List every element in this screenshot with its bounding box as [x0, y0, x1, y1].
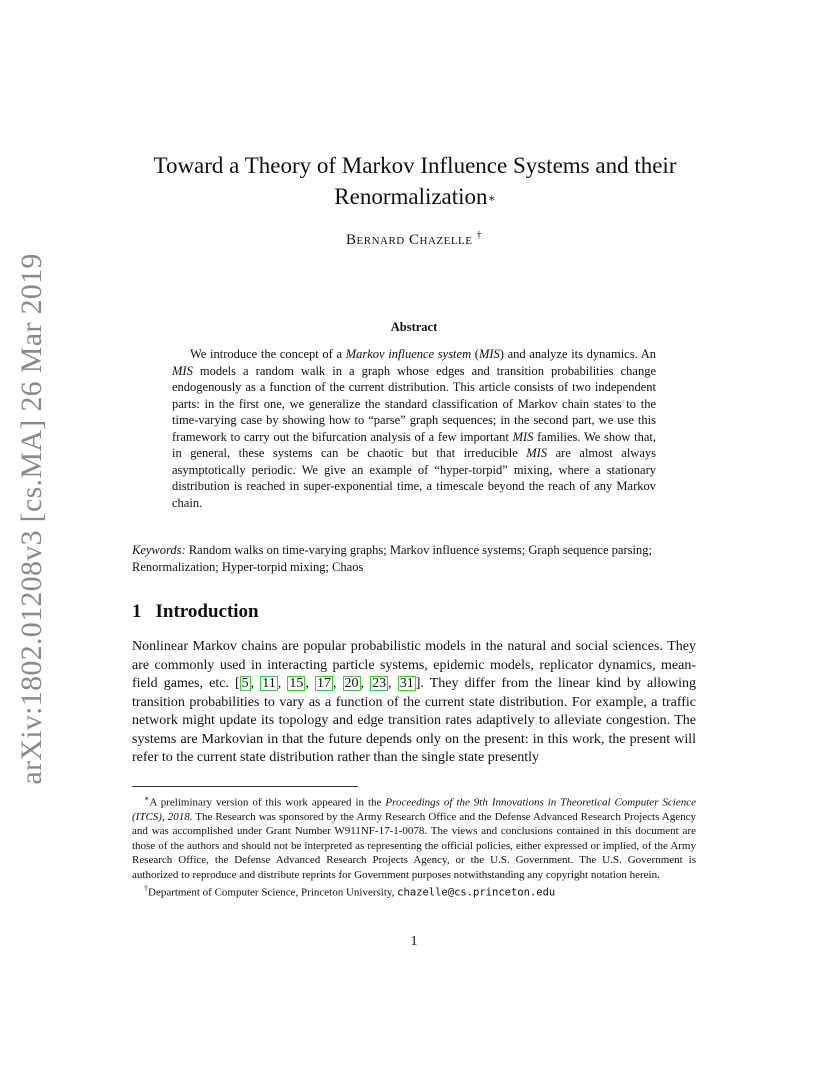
author-email-link[interactable]: chazelle@cs.princeton.edu	[397, 886, 556, 899]
citation-link[interactable]: 11	[262, 676, 276, 691]
citation-link[interactable]: 17	[316, 676, 331, 691]
introduction-paragraph: Nonlinear Markov chains are popular probabilistic models in the natural and social sciences. They are commonly used in interacting particle systems, epidemic models, replicator dynamics, mean-field games, etc. [ 5 , 11 , 15 , 17 , 20 , 23 , 31 ]. They differ from the linear kind by allowing transition probabilities to vary as a function of the current state distribution. For example, a traffic network might update its topology and edge transition rates adaptively to alleviate congestion. The systems are Markovian in that the future depends only on the present: in this work, the present will refer to the current state distribution rather than the single state presently	[132, 639, 697, 765]
footnotes	[132, 792, 696, 900]
title-footnote-mark: ∗	[487, 191, 496, 205]
abstract-text: ) and analyze its dynamics. An	[499, 347, 656, 361]
footnote-2	[132, 882, 696, 900]
abstract-emphasis: MIS	[526, 446, 548, 460]
arxiv-id-text: arXiv:1802.01208v3 [cs.MA] 26 Mar 2019	[15, 253, 48, 785]
abstract-text: (	[471, 347, 479, 361]
citation-link[interactable]: 5	[241, 676, 249, 691]
footnote-text: Department of Computer Science, Princeton University,	[148, 886, 398, 899]
footnote-divider	[132, 786, 358, 787]
abstract-body	[172, 346, 656, 511]
citation-link[interactable]: 31	[399, 676, 414, 691]
abstract-text: are almost always asymptotically periodic. We give an example of “hyper-torpid” mixing, where a stationary distribution is reached in super-exponential time, a timescale beyond the reach of any Markov chain.	[172, 446, 656, 510]
intro-text: Nonlinear Markov chains are popular probabilistic models in the natural and social sciences. They are commonly used in interacting particle systems, epidemic models, replicator dynamics, mean-field games, etc. [	[132, 639, 696, 691]
arxiv-sidebar-identifier	[12, 253, 52, 785]
page-number: 1	[410, 934, 418, 949]
abstract-heading: Abstract	[390, 320, 438, 334]
footnote-mark: ∗	[144, 794, 150, 803]
keywords	[132, 542, 696, 576]
section-title: Introduction	[155, 601, 259, 622]
section-number: 1	[132, 601, 142, 622]
abstract-emphasis: Markov influence system	[345, 347, 472, 361]
author-line	[0, 230, 828, 249]
title-text: Toward a Theory of Markov Influence Systems and their Renormalization	[153, 153, 677, 209]
author-name: Bernard Chazelle	[346, 232, 473, 248]
citation-link[interactable]: 20	[344, 676, 359, 691]
section-heading-introduction	[132, 601, 259, 623]
abstract-emphasis: MIS	[172, 363, 193, 378]
footnote-text: A preliminary version of this work appeared in the	[149, 796, 386, 809]
citation-link[interactable]: 23	[372, 676, 387, 691]
abstract-text: models a random walk in a graph whose edges and transition probabilities change endogenously as a function of the current distribution. This article consists of two independent parts: in the first one, we generalize the standard classification of Markov chain states to the time-varying case by showing how to “parse” graph sequences; in the second part, we use this framework to carry out the bifurcation analysis of a few important	[172, 363, 656, 444]
abstract-paragraph	[172, 346, 656, 511]
footnote-mark: †	[144, 884, 148, 894]
footnote-emphasis: Proceedings of the 9th Innovations in Theoretical Computer Science (ITCS), 2018.	[132, 796, 697, 824]
abstract-text: We introduce the concept of a	[190, 347, 346, 361]
footnote-text: The Research was sponsored by the Army Research Office and the Defense Advanced Research Projects Agency and was accomplished under Grant Number W911NF-17-1-0078. The views and conclusions contained in this document are those of the authors and should not be interpreted as representing the official policies, either expressed or implied, of the Army Research Office, the Defense Advanced Research Projects Agency, or the U.S. Government. The U.S. Government is authorized to reproduce and distribute reprints for Government purposes notwithstanding any copyright notation herein.	[132, 811, 696, 881]
footnote-1	[132, 792, 696, 882]
abstract-text: families. We show that, in general, these systems can be chaotic but that irreducible	[172, 429, 656, 460]
author-footnote-mark: †	[476, 230, 482, 241]
abstract-emphasis: MIS	[512, 429, 534, 444]
paper-title	[120, 150, 710, 212]
keywords-label: Keywords:	[132, 543, 186, 557]
intro-text: ]. They differ from the linear kind by allowing transition probabilities to vary as a function of the current state distribution. For example, a traffic network might update its topology and edge transition rates adaptively to alleviate congestion. The systems are Markovian in that the future depends only on the present: in this work, the present will refer to the current state distribution rather than the single state presently	[132, 676, 697, 765]
keywords-text: Random walks on time-varying graphs; Markov influence systems; Graph sequence parsing; Renormalization; Hyper-torpid mixing; Chaos	[132, 543, 652, 574]
citation-link[interactable]: 15	[289, 676, 304, 691]
abstract-emphasis: MIS	[478, 347, 500, 361]
